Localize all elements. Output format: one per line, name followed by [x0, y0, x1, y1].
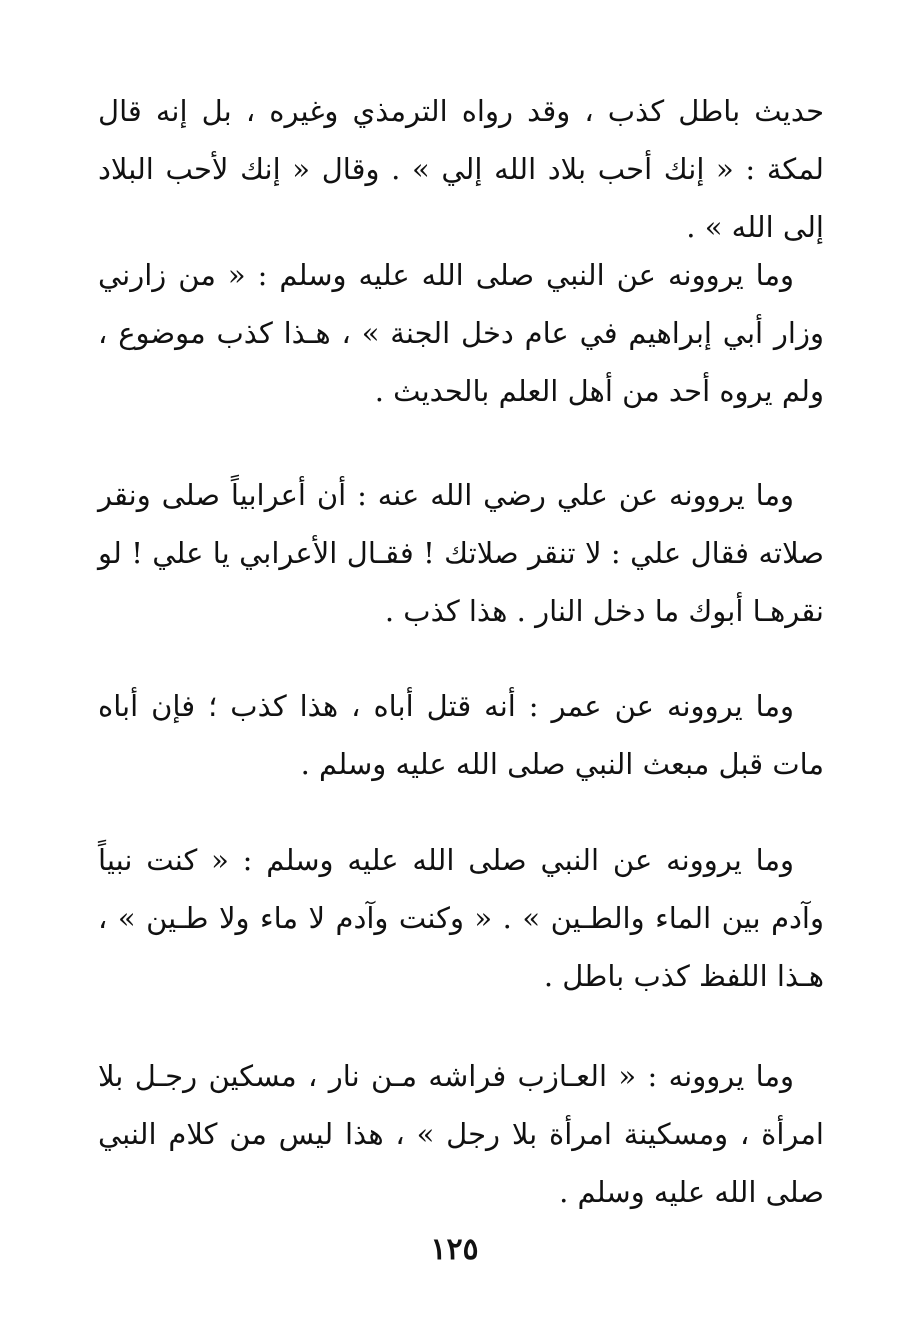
paragraph-bachelor-saying: وما يروونه : « العـازب فراشه مـن نار ، مسكين رجـل بلا امرأة ، ومسكينة امرأة بلا رجل » ، هذا ليس من كلام النبي صلى الله عليه وسلم .	[98, 1059, 824, 1209]
paragraph-umar-father: وما يروونه عن عمر : أنه قتل أباه ، هذا كذب ؛ فإن أباه مات قبل مبعث النبي صلى الله عليه وسلم .	[98, 689, 824, 781]
paragraph-hadith-mecca: حديث باطل كذب ، وقد رواه الترمذي وغيره ، بل إنه قال لمكة : « إنك أحب بلاد الله إلي » . وقال « إنك لأحب البلاد إلى الله » .	[98, 94, 824, 244]
paragraph-ali-bedouin: وما يروونه عن علي رضي الله عنه : أن أعرابياً صلى ونقر صلاته فقال علي : لا تنقر صلاتك ! فقـال الأعرابي يا علي ! لو نقرهـا أبوك ما دخل النار . هذا كذب .	[98, 478, 824, 628]
page-number: ١٢٥	[430, 1232, 479, 1267]
paragraph-prophet-adam: وما يروونه عن النبي صلى الله عليه وسلم : « كنت نبياً وآدم بين الماء والطـين » . « وكنت وآدم لا ماء ولا طـين » ، هـذا اللفظ كذب باطل .	[98, 843, 824, 993]
paragraph-visit-abraham: وما يروونه عن النبي صلى الله عليه وسلم : « من زارني وزار أبي إبراهيم في عام دخل الجنة » ، هـذا كذب موضوع ، ولم يروه أحد من أهل العلم بالحديث .	[98, 258, 824, 408]
